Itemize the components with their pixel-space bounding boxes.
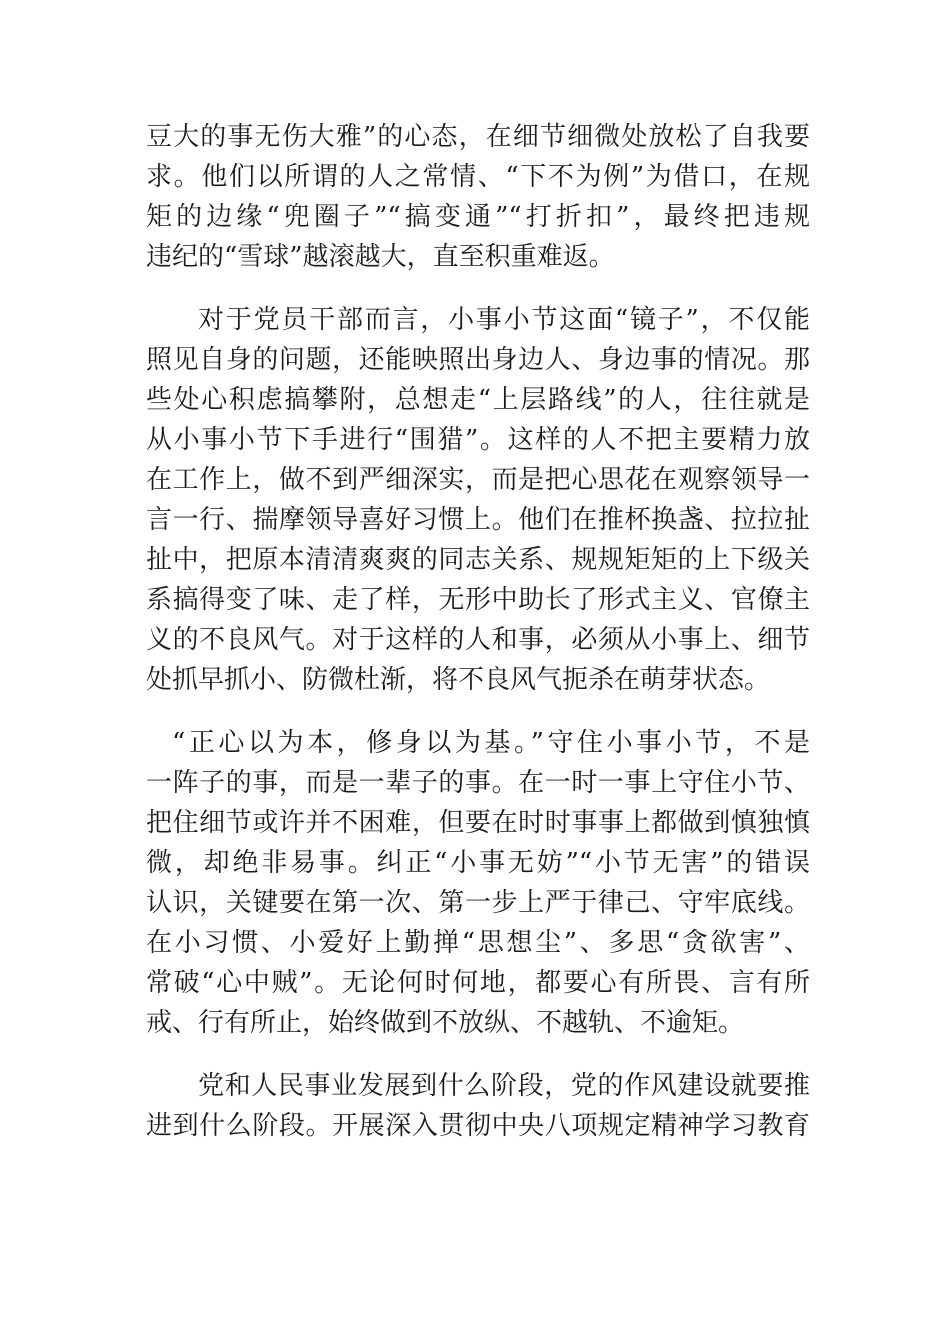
text-line-indented: “正心以为本，修身以为基。”守住小事小节，不是	[172, 728, 810, 758]
text-line: 些处心积虑搞攀附，总想走“上层路线”的人，往往就是	[146, 385, 810, 415]
text-line: 言一行、揣摩领导喜好习惯上。他们在推杯换盏、拉拉扯	[146, 505, 810, 535]
text-line: 处抓早抓小、防微杜渐，将不良风气扼杀在萌芽状态。	[146, 665, 771, 695]
text-line-indented: 党和人民事业发展到什么阶段，党的作风建设就要推	[198, 1071, 810, 1101]
text-line: 扯中，把原本清清爽爽的同志关系、规规矩矩的上下级关	[146, 545, 810, 575]
text-line: 从小事小节下手进行“围猎”。这样的人不把主要精力放	[146, 425, 810, 455]
text-line-indented: 对于党员干部而言，小事小节这面“镜子”，不仅能	[198, 305, 810, 335]
text-line: 违纪的“雪球”越滚越大，直至积重难返。	[146, 242, 615, 272]
text-line: 认识，关键要在第一次、第一步上严于律己、守牢底线。	[146, 888, 810, 918]
text-line: 微，却绝非易事。纠正“小事无妨”“小节无害”的错误	[146, 848, 810, 878]
text-line: 系搞得变了味、走了样，无形中助长了形式主义、官僚主	[146, 585, 810, 615]
text-line: 求。他们以所谓的人之常情、“下不为例”为借口，在规	[146, 162, 810, 192]
text-line: 照见自身的问题，还能映照出身边人、身边事的情况。那	[146, 345, 810, 375]
text-line: 进到什么阶段。开展深入贯彻中央八项规定精神学习教育	[146, 1111, 810, 1141]
text-line: 义的不良风气。对于这样的人和事，必须从小事上、细节	[146, 625, 810, 655]
text-line: 一阵子的事，而是一辈子的事。在一时一事上守住小节、	[146, 768, 810, 798]
text-line: 豆大的事无伤大雅”的心态，在细节细微处放松了自我要	[146, 122, 810, 152]
text-line: 常破“心中贼”。无论何时何地，都要心有所畏、言有所	[146, 968, 810, 998]
text-line: 把住细节或许并不困难，但要在时时事事上都做到慎独慎	[146, 808, 810, 838]
text-line: 在小习惯、小爱好上勤掸“思想尘”、多思“贪欲害”、	[146, 928, 810, 958]
text-line: 在工作上，做不到严细深实，而是把心思花在观察领导一	[146, 465, 810, 495]
text-line: 矩的边缘“兜圈子”“搞变通”“打折扣”，最终把违规	[146, 202, 810, 232]
text-line: 戒、行有所止，始终做到不放纵、不越轨、不逾矩。	[146, 1008, 745, 1038]
